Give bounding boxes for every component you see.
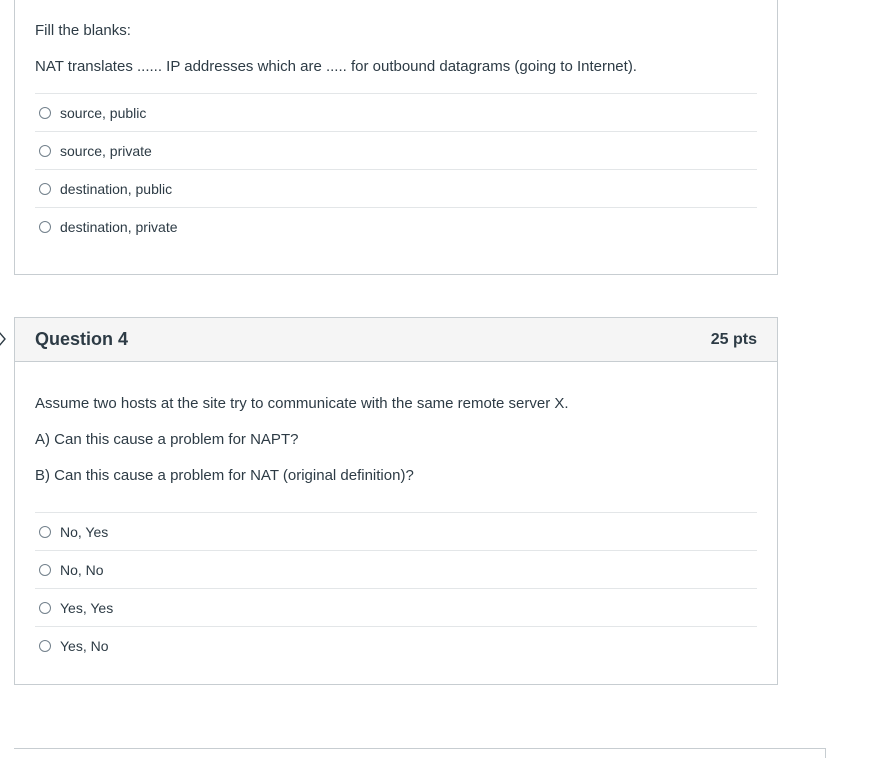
radio-button-icon[interactable]: [39, 526, 51, 538]
question-points: 25 pts: [710, 330, 757, 348]
answer-option[interactable]: [35, 131, 757, 169]
answer-label[interactable]: destination, private: [60, 218, 178, 235]
radio-button-icon[interactable]: [39, 564, 51, 576]
answer-option[interactable]: [35, 207, 757, 245]
question-4-line: Assume two hosts at the site try to communicate with the same remote server X.: [35, 395, 569, 412]
question-4-line: A) Can this cause a problem for NAPT?: [35, 431, 299, 448]
question-title: Question 4: [35, 329, 129, 349]
radio-button-icon[interactable]: [39, 602, 51, 614]
answer-label[interactable]: No, No: [60, 561, 104, 578]
next-question-card-edge: [14, 748, 826, 758]
answer-option[interactable]: [35, 169, 757, 207]
question-4-line: B) Can this cause a problem for NAT (original definition)?: [35, 467, 414, 484]
answer-option[interactable]: [35, 512, 757, 550]
radio-button-icon[interactable]: [39, 145, 51, 157]
answer-option[interactable]: [35, 550, 757, 588]
radio-button-icon[interactable]: [39, 107, 51, 119]
question-3-prompt: Fill the blanks:: [35, 22, 131, 39]
question-4-answers: [35, 512, 757, 664]
question-4-body: [15, 394, 777, 664]
radio-button-icon[interactable]: [39, 183, 51, 195]
answer-option[interactable]: [35, 93, 757, 131]
question-3-text: NAT translates ...... IP addresses which are ..... for outbound datagrams (going to Internet).: [35, 58, 637, 75]
radio-button-icon[interactable]: [39, 640, 51, 652]
question-header: [15, 318, 777, 362]
answer-option[interactable]: [35, 588, 757, 626]
answer-label[interactable]: No, Yes: [60, 523, 109, 540]
question-4-card: [14, 317, 778, 685]
question-3-answers: [35, 93, 757, 245]
chevron-right-icon[interactable]: [0, 331, 7, 347]
question-3-body: [15, 21, 777, 245]
answer-label[interactable]: source, private: [60, 142, 152, 159]
answer-label[interactable]: source, public: [60, 104, 147, 121]
answer-label[interactable]: Yes, No: [60, 637, 109, 654]
answer-option[interactable]: [35, 626, 757, 664]
answer-label[interactable]: destination, public: [60, 180, 173, 197]
radio-button-icon[interactable]: [39, 221, 51, 233]
answer-label[interactable]: Yes, Yes: [60, 599, 114, 616]
question-3-card: [14, 0, 778, 275]
